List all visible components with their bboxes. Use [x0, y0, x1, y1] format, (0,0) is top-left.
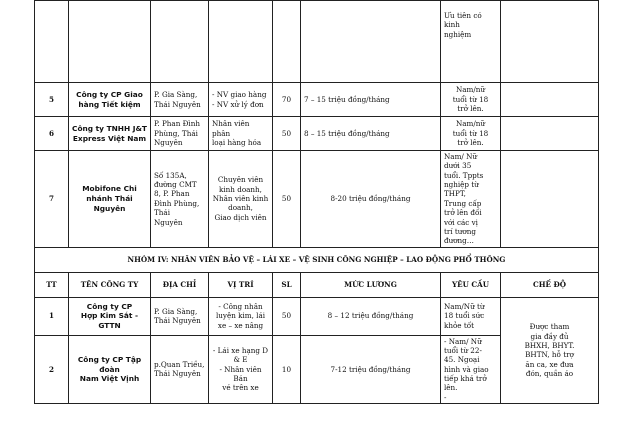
cell-tt: 5	[35, 83, 69, 117]
cell-requirement	[441, 83, 501, 117]
cell-tt	[35, 1, 69, 83]
cell-requirement	[441, 151, 501, 248]
header-position: VỊ TRÍ	[209, 272, 273, 297]
address-line: đường CMT	[154, 180, 197, 190]
cell-position	[209, 1, 273, 83]
position-line: - Nhân viên Bán	[219, 364, 262, 384]
company-line: nhánh Thái	[86, 193, 133, 203]
position-line: - Công nhân	[218, 302, 263, 312]
address-line: P. Phan Đình	[154, 119, 200, 129]
cell-position	[209, 151, 273, 248]
cell-address	[151, 151, 209, 248]
benefit-line: Được tham	[529, 322, 570, 332]
company-line: hàng Tiết kiệm	[78, 99, 141, 109]
requirement-line: tuổi. Tppts	[444, 170, 484, 180]
cell-benefit	[501, 297, 599, 404]
requirement-line: -	[444, 392, 447, 402]
position-line: luyện kim, lái	[215, 311, 266, 321]
table-row	[35, 83, 599, 117]
job-listing-table	[34, 0, 599, 404]
company-line: Công ty CP	[86, 301, 133, 311]
group-title: NHÓM IV: NHÂN VIÊN BẢO VỆ – LÁI XE – VỆ SINH CÔNG NGHIỆP – LAO ĐỘNG PHỔ THÔNG	[35, 247, 599, 272]
cell-benefit	[501, 117, 599, 151]
company-line: Nam Việt Vịnh	[79, 374, 140, 384]
address-line: Thái	[154, 208, 171, 218]
requirement-line: tiếp khá trở	[444, 374, 487, 384]
requirement-line: tuổi từ 18	[452, 128, 489, 138]
position-line: xe – xe nâng	[217, 320, 264, 330]
company-line: Hợp Kim Sắt - GTTN	[80, 311, 139, 330]
table-row	[35, 117, 599, 151]
cell-salary: 7 – 15 triệu đồng/tháng	[301, 83, 441, 117]
cell-requirement	[441, 117, 501, 151]
table-row-continuation	[35, 1, 599, 83]
header-requirement: YÊU CẦU	[441, 272, 501, 297]
header-address: ĐỊA CHỈ	[151, 272, 209, 297]
cell-company	[69, 335, 151, 404]
benefit-line: BHTN, hỗ trợ	[525, 350, 574, 360]
cell-company	[69, 151, 151, 248]
cell-salary: 7-12 triệu đồng/tháng	[301, 335, 441, 404]
cell-benefit	[501, 151, 599, 248]
cell-company	[69, 83, 151, 117]
cell-tt: 7	[35, 151, 69, 248]
cell-address	[151, 83, 209, 117]
position-line: - NV xử lý đơn	[212, 99, 264, 109]
position-line: Nhân viên kinh	[212, 194, 269, 204]
company-line: Mobifone Chi	[82, 184, 137, 194]
table-row	[35, 297, 599, 335]
cell-company	[69, 1, 151, 83]
company-line: Express Việt Nam	[72, 133, 147, 143]
requirement-line: nghiệp từ	[444, 180, 479, 190]
header-salary: MỨC LƯƠNG	[301, 272, 441, 297]
requirement-line: Nam/nữ	[455, 85, 486, 95]
cell-position	[209, 297, 273, 335]
position-line: doanh,	[228, 203, 253, 213]
requirement-line: 18 tuổi sức	[444, 311, 485, 321]
requirement-line: dưới 35	[444, 161, 472, 171]
cell-sl: 50	[273, 117, 301, 151]
position-line: Nhân viên phân	[212, 119, 250, 138]
requirement-line: lên.	[444, 383, 458, 393]
position-line: kinh doanh,	[219, 184, 262, 194]
group-row	[35, 247, 599, 272]
requirement-line: trở lên.	[457, 104, 484, 114]
cell-position	[209, 117, 273, 151]
cell-requirement	[441, 335, 501, 404]
table-header-row	[35, 272, 599, 297]
requirement-line: nghiệm	[444, 29, 472, 39]
cell-tt: 2	[35, 335, 69, 404]
company-line: Công ty CP Giao	[76, 89, 143, 99]
company-line: Công ty CP Tập đoàn	[77, 354, 142, 374]
position-line: vé trên xe	[222, 383, 259, 393]
address-line: Đình Phùng,	[154, 198, 200, 208]
cell-sl	[273, 1, 301, 83]
cell-sl: 50	[273, 297, 301, 335]
cell-company	[69, 297, 151, 335]
cell-salary: 8 – 12 triệu đồng/tháng	[301, 297, 441, 335]
cell-requirement	[441, 297, 501, 335]
cell-address	[151, 117, 209, 151]
cell-address	[151, 335, 209, 404]
cell-company	[69, 117, 151, 151]
cell-sl: 50	[273, 151, 301, 248]
requirement-line: với các vị	[444, 217, 478, 227]
requirement-line: tuổi từ 22-	[444, 345, 482, 355]
address-line: Nguyên	[154, 217, 183, 227]
cell-tt: 1	[35, 297, 69, 335]
address-line: Nguyên	[154, 138, 183, 148]
requirement-line: Trung cấp	[444, 198, 482, 208]
table-row	[35, 151, 599, 248]
company-line: Công ty TNHH J&T	[72, 123, 147, 133]
cell-tt: 6	[35, 117, 69, 151]
company-line: Nguyên	[93, 203, 126, 213]
header-tt: TT	[35, 272, 69, 297]
position-line: - Lái xe hạng D	[212, 345, 269, 355]
requirement-line: Nam/Nữ từ	[444, 302, 485, 312]
cell-address	[151, 1, 209, 83]
requirement-line: tuổi từ 18	[452, 94, 489, 104]
header-company: TÊN CÔNG TY	[69, 272, 151, 297]
cell-address	[151, 297, 209, 335]
requirement-line: trí tương	[444, 226, 476, 236]
benefit-line: đón, quần áo	[525, 369, 574, 379]
cell-benefit	[501, 83, 599, 117]
benefit-line: gia đầy đủ	[530, 331, 569, 341]
cell-sl: 10	[273, 335, 301, 404]
position-line: loại hàng hóa	[212, 138, 262, 148]
requirement-line: khỏe tốt	[444, 320, 475, 330]
requirement-line: Ưu tiên có	[444, 11, 482, 20]
requirement-line: Nam/nữ	[455, 119, 486, 129]
position-line: & E	[233, 355, 248, 365]
address-line: P. Gia Sàng,	[154, 306, 198, 316]
cell-position	[209, 335, 273, 404]
address-line: Thái Nguyên	[154, 369, 201, 379]
position-line: - NV giao hàng	[212, 90, 267, 100]
position-line: Chuyên viên	[217, 175, 264, 185]
header-benefit: CHẾ ĐỘ	[501, 272, 599, 297]
address-line: Thái Nguyên	[154, 99, 201, 109]
cell-position	[209, 83, 273, 117]
cell-salary	[301, 1, 441, 83]
requirement-line: trở lên đối	[444, 208, 482, 218]
cell-sl: 70	[273, 83, 301, 117]
cell-benefit	[501, 1, 599, 83]
requirement-line: đương…	[444, 236, 474, 246]
requirement-line: - Nam/ Nữ	[444, 336, 482, 346]
requirement-line: kinh	[444, 20, 460, 30]
benefit-line: BHXH, BHYT.	[524, 340, 575, 350]
requirement-line: Nam/ Nữ	[444, 152, 478, 161]
address-line: Số 135A,	[154, 170, 187, 180]
cell-salary: 8-20 triệu đồng/tháng	[301, 151, 441, 248]
address-line: Thái Nguyên	[154, 316, 201, 326]
address-line: p.Quan Triều,	[154, 359, 205, 369]
requirement-line: 45. Ngoại	[444, 355, 480, 365]
address-line: 8, P. Phan	[154, 189, 190, 199]
header-sl: SL	[273, 272, 301, 297]
cell-requirement	[441, 1, 501, 83]
position-line: Giao dịch viên	[214, 212, 267, 222]
address-line: P. Gia Sàng,	[154, 90, 198, 100]
benefit-line: ăn ca, xe đưa	[525, 359, 574, 369]
requirement-line: hình và giao	[444, 364, 489, 374]
requirement-line: THPT,	[444, 189, 466, 199]
cell-salary: 8 – 15 triệu đồng/tháng	[301, 117, 441, 151]
requirement-line: trở lên.	[457, 138, 484, 148]
address-line: Phùng, Thái	[154, 128, 198, 138]
